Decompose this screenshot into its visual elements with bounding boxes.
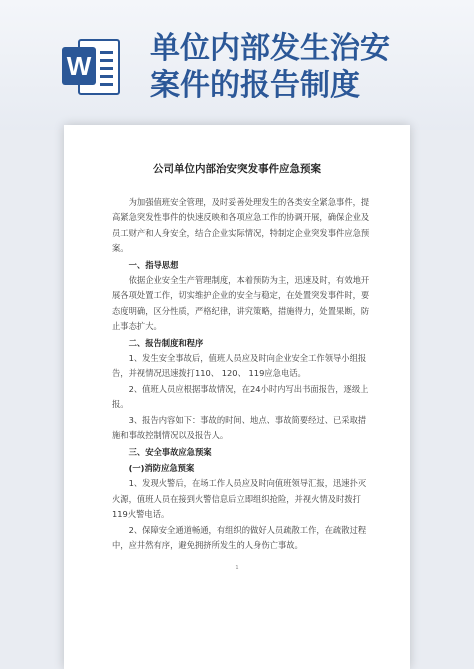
guiding-principle-paragraph: 依据企业安全生产管理制度，本着预防为主，迅速及时，有效地开展各项处置工作，切实维护企业的安全与稳定，在处置突发事件时，要态度明确，区分性质，严格纪律，讲究策略，措施得力，处置果断，防止事态扩大。 xyxy=(112,275,370,332)
document-title: 公司单位内部治安突发事件应急预案 xyxy=(153,163,321,175)
word-document-icon xyxy=(62,37,122,97)
banner-title-line-1: 单位内部发生治安 xyxy=(150,31,390,66)
reporting-item-1: 1、发生安全事故后，值班人员应及时向企业安全工作领导小组报告，并视情况迅速拨打110、 120、 119应急电话。 xyxy=(112,353,367,379)
page-number: 1 xyxy=(235,565,239,571)
document-page xyxy=(64,125,410,669)
word-letter-badge: W xyxy=(62,47,96,85)
reporting-item-2: 2、值班人员应根据事故情况，在24小时内写出书面报告，逐级上报。 xyxy=(112,383,369,410)
fire-item-2: 2、保障安全通道畅通，有组织的做好人员疏散工作，在疏散过程中，应井然有序，避免拥挤所发生的人身伤亡事故。 xyxy=(112,524,367,550)
section-heading-reporting: 二、报告制度和程序 xyxy=(128,337,204,348)
banner-title-line-2: 案件的报告制度 xyxy=(150,68,360,103)
banner-title xyxy=(150,30,474,104)
reporting-item-3: 3、报告内容如下：事故的时间、地点、事故简要经过、已采取措施和事故控制情况以及报告人。 xyxy=(112,414,367,441)
document-body xyxy=(112,195,374,553)
fire-item-1: 1、发现火警后，在场工作人员应及时向值班领导汇报，迅速扑灭火源，值班人员在接到火警信息后立即组织抢险，并视火情及时拨打119火警电话。 xyxy=(112,478,367,520)
section-heading-emergency-plan: 三、安全事故应急预案 xyxy=(128,446,212,457)
subsection-heading-fire: (一)消防应急预案 xyxy=(128,462,195,473)
section-heading-guiding-principle: 一、指导思想 xyxy=(128,259,179,270)
intro-paragraph: 为加强值班安全管理，及时妥善处理发生的各类安全紧急事件，提高紧急突发性事件的快速反映和各项应急工作的协调开展，确保企业及员工财产和人身安全，结合企业实际情况，特制定企业突发事件应急预案。 xyxy=(112,197,370,254)
